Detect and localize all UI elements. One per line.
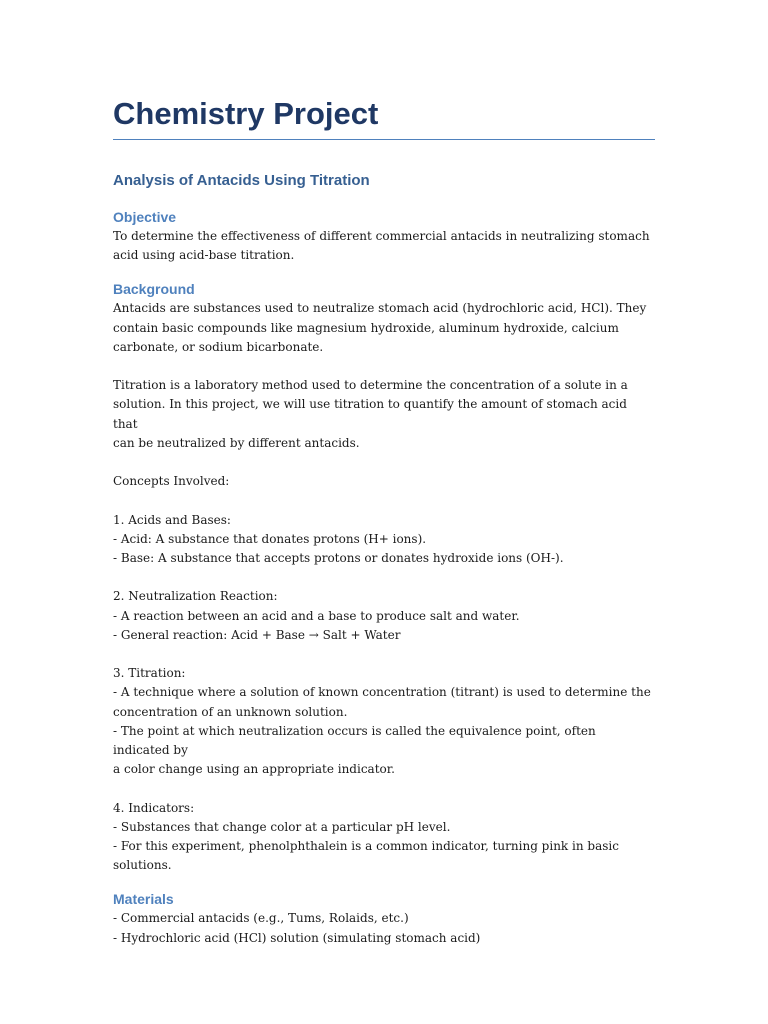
concept-line: - Substances that change color at a particular pH level. [113, 819, 451, 834]
blank-line [113, 645, 655, 664]
concept-block [113, 799, 655, 876]
concepts-intro: Concepts Involved: [113, 474, 230, 489]
concept-title: 3. Titration: [113, 666, 186, 681]
background-line: Antacids are substances used to neutralize stomach acid (hydrochloric acid, HCl). They [113, 301, 647, 316]
background-paragraph-2 [113, 376, 655, 453]
concept-title: 2. Neutralization Reaction: [113, 589, 278, 604]
concept-line: - A technique where a solution of known concentration (titrant) is used to determine the [113, 685, 651, 700]
document-body [113, 95, 655, 948]
background-line: solution. In this project, we will use titration to quantify the amount of stomach acid that [113, 397, 627, 431]
materials-item: - Hydrochloric acid (HCl) solution (simulating stomach acid) [113, 930, 481, 945]
background-heading: Background [113, 281, 195, 298]
materials-item: - Commercial antacids (e.g., Tums, Rolaids, etc.) [113, 911, 409, 926]
objective-line: To determine the effectiveness of different commercial antacids in neutralizing stomach [113, 229, 650, 243]
concept-title: 4. Indicators: [113, 800, 195, 815]
blank-line [113, 453, 655, 472]
concept-block [113, 587, 655, 645]
objective-text [113, 227, 655, 265]
document-title: Chemistry Project [113, 95, 655, 140]
concept-line: solutions. [113, 858, 172, 873]
background-line: carbonate, or sodium bicarbonate. [113, 339, 324, 354]
background-paragraph-1 [113, 299, 655, 357]
background-line: contain basic compounds like magnesium hydroxide, aluminum hydroxide, calcium [113, 320, 619, 335]
concept-block [113, 511, 655, 569]
concept-line: - For this experiment, phenolphthalein is a common indicator, turning pink in basic [113, 839, 619, 853]
materials-heading: Materials [113, 891, 174, 908]
background-line: can be neutralized by different antacids. [113, 435, 360, 450]
concept-line: a color change using an appropriate indicator. [113, 762, 395, 777]
concept-line: - The point at which neutralization occurs is called the equivalence point, often indicated by [113, 723, 596, 757]
concept-block [113, 664, 655, 779]
objective-line: acid using acid-base titration. [113, 248, 295, 263]
concept-title: 1. Acids and Bases: [113, 512, 231, 527]
concept-line: - Base: A substance that accepts protons or donates hydroxide ions (OH-). [113, 551, 564, 565]
concept-line: - Acid: A substance that donates protons (H+ ions). [113, 531, 427, 546]
blank-line [113, 357, 655, 376]
blank-line [113, 491, 655, 510]
blank-line [113, 568, 655, 587]
document-subtitle: Analysis of Antacids Using Titration [113, 172, 370, 189]
background-line: Titration is a laboratory method used to determine the concentration of a solute in a [113, 378, 628, 393]
blank-line [113, 779, 655, 798]
materials-list [113, 909, 655, 947]
concept-line: concentration of an unknown solution. [113, 704, 348, 719]
concept-line: - General reaction: Acid + Base → Salt + Water [113, 627, 401, 642]
concept-line: - A reaction between an acid and a base to produce salt and water. [113, 608, 520, 623]
objective-heading: Objective [113, 209, 177, 225]
